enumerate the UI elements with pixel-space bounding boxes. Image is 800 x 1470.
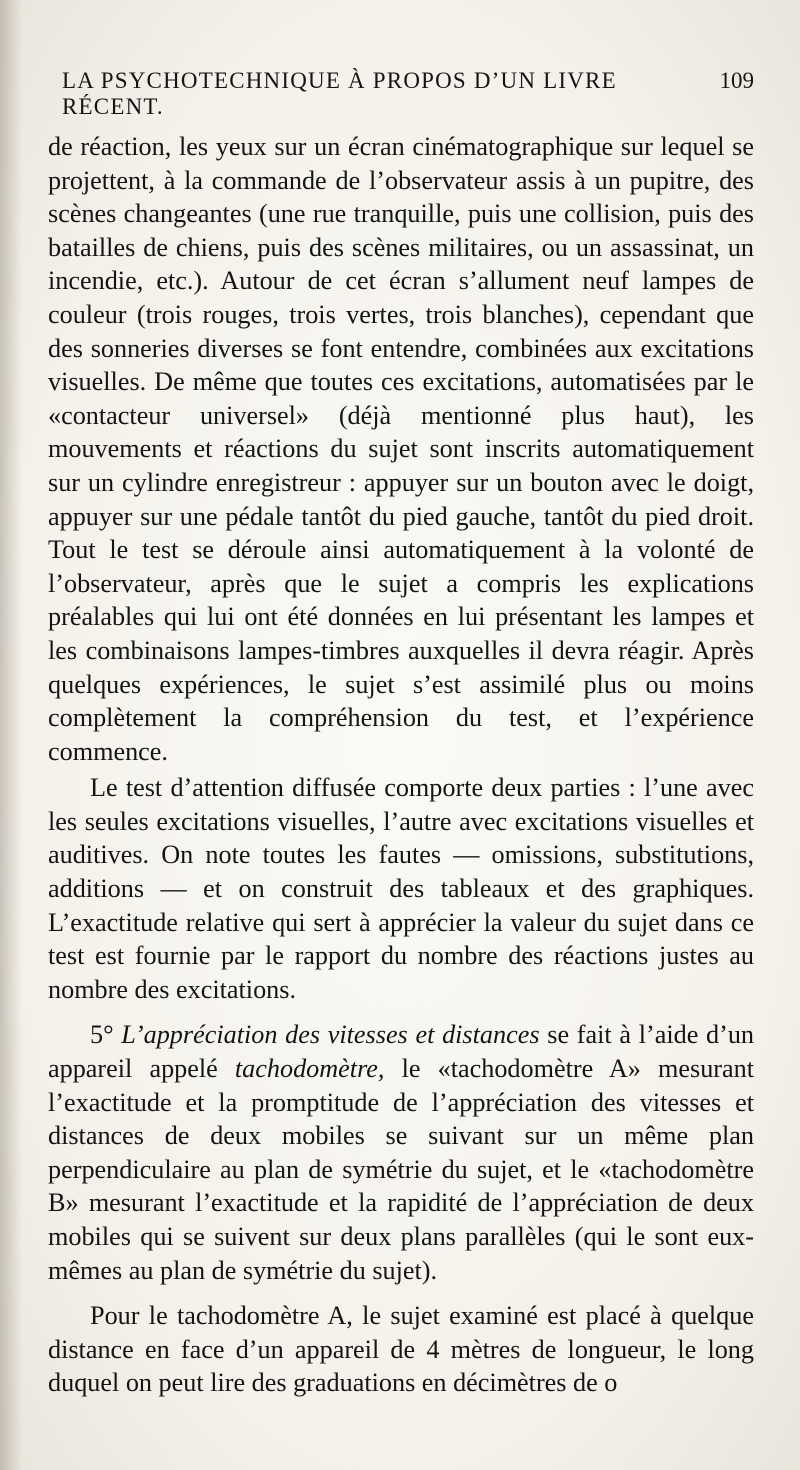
paragraph-reaction-test: de réaction, les yeux sur un écran cinématographique sur lequel se projettent, à la commande de l’observateur assis à un pupitre, des scènes changeantes (une rue tranquille, puis une collision, puis des batailles de chiens, puis des scènes militaires, ou un assassinat, un incendie, etc.). Autour de cet écran s’allument neuf lampes de couleur (trois rouges, trois vertes, trois blanches), cependant que des sonneries diverses se font entendre, combinées aux excitations visuelles. De même que toutes ces excitations, automatisées par le «contacteur universel» (déjà mentionné plus haut), les mouvements et réactions du sujet sont inscrits automatiquement sur un cylindre enregistreur : appuyer sur un bouton avec le doigt, appuyer sur une pédale tantôt du pied gauche, tantôt du pied droit. Tout le test se déroule ainsi automatiquement à la volonté de l’observateur, après que le sujet a compris les explications préalables qui lui ont été données en lui présentant les lampes et les combinaisons lampes-timbres auxquelles il devra réagir. Après quelques expériences, le sujet s’est assimilé plus ou moins complètement la compréhension du test, et l’expérience commence. <box>48 132 754 766</box>
paragraph-text: se fait à l’aide d’un appareil appelé <box>48 1020 755 1084</box>
paragraph-diffuse-attention: Le test d’attention diffusée comporte deux parties : l’une avec les seules excitations visuelles, l’autre avec excitations visuelles et auditives. On note toutes les fautes — omissions, substitutions, additions — et on construit des tableaux et des graphiques. L’exactitude relative qui sert à apprécier la valeur du sujet dans ce test est fournie par le rapport du nombre des réactions justes au nombre des excitations. <box>48 773 754 1004</box>
section-heading: L’appréciation des vitesses et distances <box>121 1020 540 1050</box>
binding-shadow <box>0 0 22 1470</box>
paragraph-text: le «tachodomètre A» mesurant l’exactitude et la promptitude de l’appréciation des vitesses et distances de deux mobiles se suivant sur un même plan perpendiculaire au plan de symétrie du sujet, et le «tachodomètre B» mesurant l’exactitude et la rapidité de l’appréciation de deux mobiles qui se suivent sur deux plans parallèles (qui le sont eux-mêmes au plan de symétrie du sujet). <box>48 1054 755 1285</box>
running-title: LA PSYCHOTECHNIQUE À PROPOS D’UN LIVRE RÉCENT. <box>62 68 617 119</box>
page-number: 109 <box>719 68 754 93</box>
paragraph-tachodometre-a: Pour le tachodomètre A, le sujet examiné est placé à quelque distance en face d’un appareil de 4 mètres de longueur, le long duquel on peut lire des graduations en décimètres de o <box>48 1301 754 1398</box>
term-tachodometre: tachodomètre, <box>234 1054 385 1084</box>
section-number: 5° <box>90 1020 114 1050</box>
paragraph-speed-distance <box>48 1018 754 1287</box>
running-head <box>48 68 754 120</box>
